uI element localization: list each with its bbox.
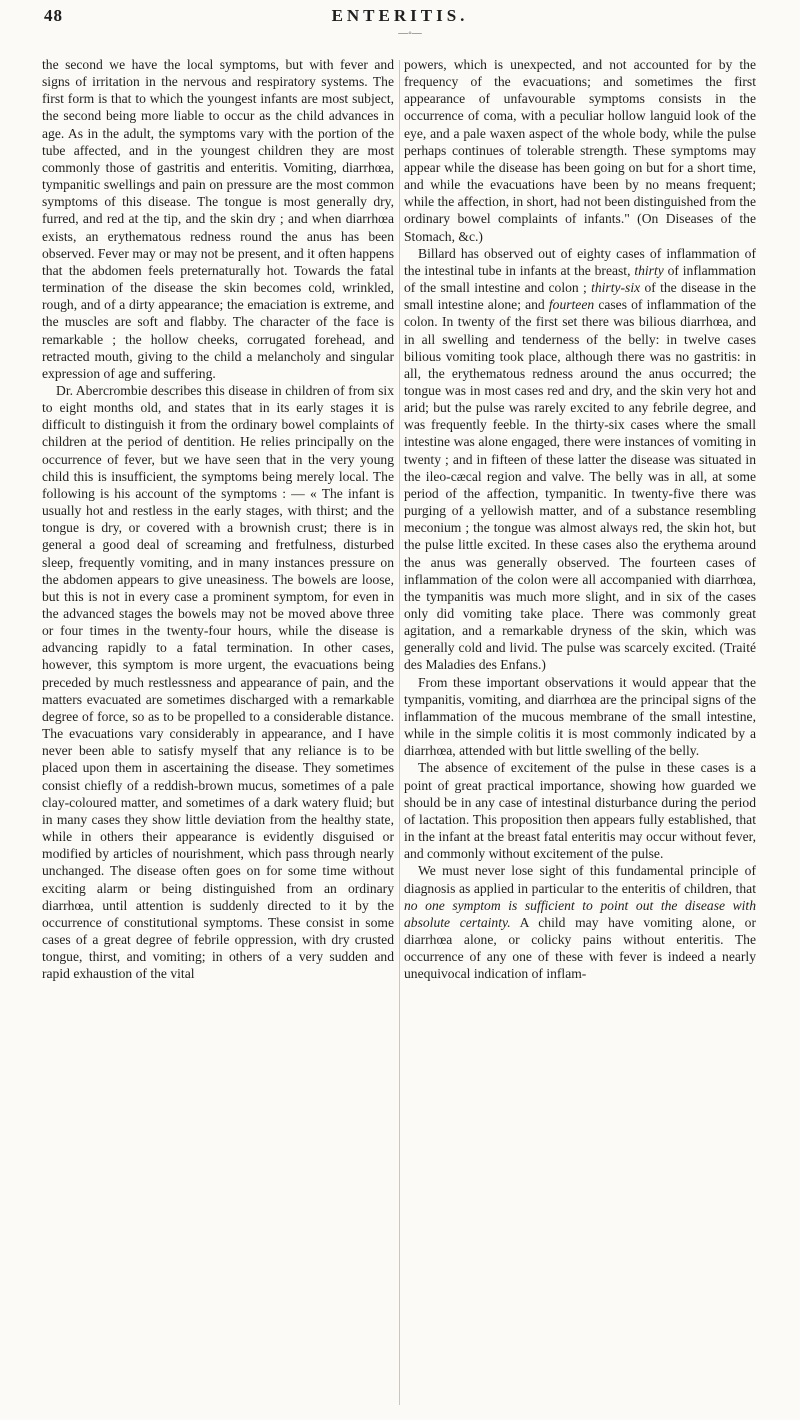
paragraph: Dr. Abercrombie describes this disease in children of from six to eight months old, and states that in its early stages it is difficult to distinguish it from the ordinary bowel complaints of children at the period of dentition. He relies principally on the occurrence of fever, but we have seen that in the very young child this is insufficient, the symptoms being merely local. The following is his account of the symptoms : — « The infant is usually hot and restless in the early stages, with thirst; and the tongue is dry, or covered with a brownish crust; there is in general a good deal of screaming and fretfulness, disturbed sleep, frequently vomiting, and in many instances pressure on the abdomen appears to give uneasiness. The bowels are loose, but this is not in every case a prominent symptom, for even in the advanced stages the bowels may not be moved above three or four times in the twenty-four hours, while the disease is advancing rapidly to a fatal termination. In other cases, however, this symptom is more urgent, the evacuations being preceded by much restlessness and appearance of pain, and the matters evacuated are sometimes discharged with a remarkable degree of force, so as to be propelled to a considerable distance. The evacuations vary considerably in appearance, and I have never been able to satisfy myself that any reliance is to be placed upon them in ascertaining the disease. They sometimes consist chiefly of a reddish-brown mucus, sometimes of a pale clay-coloured matter, and sometimes of a dark watery fluid; but in many cases they show little deviation from the healthy state, while in others their appearance is evidently disguised or modified by articles of nourishment, which pass through nearly unchanged. The disease often goes on for some time without exciting alarm or being distinguished from an ordinary diarrhœa, until attention is suddenly directed to it by the occurrence of constitutional symptoms. These consist in some cases of a great degree of febrile oppression, with dry crusted tongue, thirst, and vomiting; in others of a very sudden and rapid exhaustion of the vital bbox=[42, 382, 394, 982]
text-run: We must never lose sight of this fundamental principle of diagnosis as applied in particular to the enteritis of children, that bbox=[404, 863, 756, 896]
page-header bbox=[0, 0, 800, 40]
text-run: A child may have vomiting alone, or diarrhœa alone, or colicky pains without enteritis. The occurrence of any one of these with fever is indeed a nearly unequivocal indication of inflam- bbox=[404, 914, 756, 982]
paragraph bbox=[404, 862, 756, 982]
left-column bbox=[42, 56, 394, 982]
text-run: Billard has observed out of eighty cases of inflammation of the intestinal tube in infants at the breast, bbox=[404, 245, 756, 278]
text-run: of the disease in the small intestine alone; and bbox=[404, 280, 756, 313]
paragraph: powers, which is unexpected, and not accounted for by the frequency of the evacuations; and sometimes the first appearance of unfavourable symptoms consists in the occurrence of coma, with a peculiar hollow languid look of the eye, and a pale waxen aspect of the whole body, while the pulse perhaps continues of tolerable strength. These symptoms may appear while the disease has been going on but for a short time, and while the evacuations have been by no means frequent; while the affection, in short, had not been distinguished from the ordinary bowel complaints of infants." (On Diseases of the Stomach, &c.) bbox=[404, 57, 756, 244]
italic-run: thirty bbox=[634, 262, 664, 278]
page-number: 48 bbox=[44, 6, 63, 25]
italic-run: thirty-six bbox=[591, 280, 641, 296]
text-run: cases of inflammation of the colon. In twenty of the first set there was bilious diarrhœa, and in all swelling and tenderness of the belly: in twelve cases bilious vomiting took place, although there was no gastritis: in all, the erythematous redness around the anus occurred; the tongue was in most cases red and dry, and the skin very hot and arid; but the pulse was rarely excited to any febrile degree, and was frequently feeble. In the thirty-six cases where the small intestine was alone engaged, there were instances of vomiting in twenty ; and in fifteen of these latter the disease was situated in the ileo-cæcal region and valve. The belly was in all, at some period of the affection, tympanitic. In twenty-five there was purging of a yellowish matter, and of a substance resembling meconium ; the tongue was almost always red, the skin hot, but the pulse little excited. In these cases also the erythema around the anus was generally observed. The fourteen cases of inflammation of the colon were all accompanied with diarrhœa, the tympanitis was much more slight, and in six of the cases only did vomiting take place. There was commonly great agitation, and a remarkable dryness of the skin, which was generally cold and livid. The pulse was scarcely excited. (Traité des Maladies des Enfans.) bbox=[404, 297, 757, 673]
paragraph: The absence of excitement of the pulse in these cases is a point of great practical importance, showing how guarded we should be in any case of intestinal disturbance during the period of lactation. This proposition then appears fully established, that in the infant at the breast fatal enteritis may occur without fever, and commonly without excitement of the pulse. bbox=[404, 760, 756, 862]
paragraph: From these important observations it would appear that the tympanitis, vomiting, and diarrhœa are the principal signs of the inflammation of the mucous membrane of the small intestine, while in the simple colitis it is most commonly indicated by a diarrhœa, attended with but little swelling of the belly. bbox=[404, 674, 756, 759]
paragraph: the second we have the local symptoms, but with fever and signs of irritation in the nervous and respiratory systems. The first form is that to which the youngest infants are most subject, the second being more liable to occur as the child advances in age. As in the adult, the symptoms vary with the portion of the tube affected, and in the youngest children they are most commonly those of gastritis and enteritis. Vomiting, diarrhœa, tympanitic swellings and pain on pressure are the most common symptoms of this disease. The tongue is most generally dry, furred, and red at the tip, and the skin dry ; and when diarrhœa exists, an erythematous redness round the anus has been observed. Fever may or may not be present, and it often happens that the abdomen feels preternaturally hot. Towards the fatal termination of the disease the skin becomes cold, wrinkled, rough, and of a dirty appearance; the emaciation is extreme, and the muscles are soft and flabby. The character of the face is remarkable ; the hollow cheeks, corrugated forehead, and retracted mouth, giving to the child a melancholy and singular expression of age and suffering. bbox=[42, 57, 394, 381]
italic-run: no one symptom is sufficient to point out the disease with absolute certainty. bbox=[404, 897, 756, 930]
running-head: ENTERITIS. bbox=[331, 6, 469, 25]
italic-run: fourteen bbox=[548, 297, 595, 313]
ornament-rule: —◦— bbox=[398, 28, 422, 39]
column-divider bbox=[399, 60, 400, 1405]
text-run: of inflammation of the small intestine and colon ; bbox=[404, 262, 756, 296]
paragraph bbox=[404, 245, 756, 674]
right-column bbox=[404, 56, 756, 982]
